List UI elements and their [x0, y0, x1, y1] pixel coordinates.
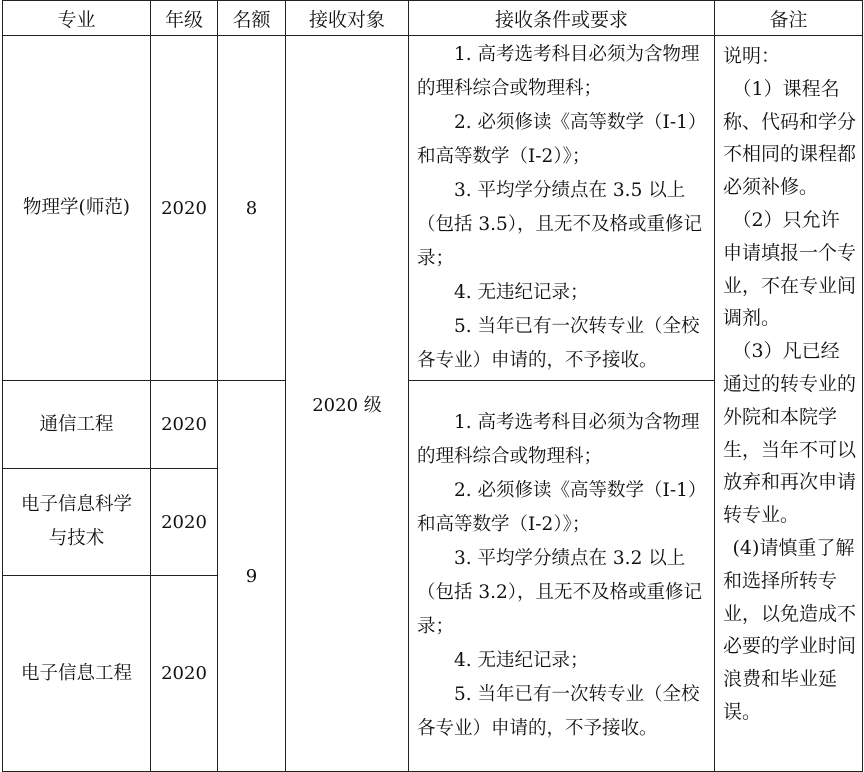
- transfer-table: [2, 0, 863, 772]
- header-quota: 名额: [218, 1, 286, 36]
- header-notes: 备注: [715, 1, 863, 36]
- header-grade: 年级: [151, 1, 218, 36]
- condition-item: 5. 当年已有一次转专业（全校各专业）申请的，不予接收。: [417, 684, 700, 739]
- table-row: [3, 36, 863, 381]
- major-cell: 电子信息工程: [3, 576, 151, 772]
- notes-heading: 说明：: [723, 45, 781, 67]
- condition-item: 1. 高考选考科目必须为含物理的理科综合或物理科；: [417, 412, 700, 467]
- header-recipients: 接收对象: [286, 1, 409, 36]
- notes-cell: [715, 36, 863, 772]
- major-cell: 通信工程: [3, 381, 151, 469]
- condition-item: 3. 平均学分绩点在 3.2 以上（包括 3.2），且无不及格或重修记录；: [417, 548, 703, 637]
- grade-cell: 2020: [151, 381, 218, 469]
- condition-item: 2. 必须修读《高等数学（I-1）和高等数学（I-2）》；: [417, 112, 698, 167]
- condition-item: 3. 平均学分绩点在 3.5 以上（包括 3.5），且无不及格或重修记录；: [417, 180, 703, 269]
- note-item: （3）凡已经通过的转专业的外院和本院学生，当年不可以放弃和再次申请转专业。: [723, 340, 857, 527]
- conditions-cell: [409, 36, 715, 381]
- recipients-cell: 2020 级: [286, 36, 409, 772]
- condition-item: 5. 当年已有一次转专业（全校各专业）申请的，不予接收。: [417, 316, 700, 371]
- note-item: (4)请慎重了解和选择所转专业，以免造成不必要的学业时间浪费和毕业延误。: [723, 536, 857, 723]
- condition-item: 4. 无违纪记录；: [454, 282, 589, 303]
- grade-cell: 2020: [151, 469, 218, 576]
- condition-item: 1. 高考选考科目必须为含物理的理科综合或物理科；: [417, 44, 700, 99]
- condition-item: 2. 必须修读《高等数学（I-1）和高等数学（I-2）》；: [417, 480, 698, 535]
- quota-cell: 8: [218, 36, 286, 381]
- major-cell: 物理学(师范): [3, 36, 151, 381]
- conditions-cell: [409, 381, 715, 772]
- condition-item: 4. 无违纪记录；: [454, 650, 589, 671]
- header-row: [3, 1, 863, 36]
- note-item: （2）只允许申请填报一个专业，不在专业间调剂。: [723, 208, 857, 330]
- note-item: （1）课程名称、代码和学分不相同的课程都必须补修。: [723, 77, 857, 199]
- grade-cell: 2020: [151, 576, 218, 772]
- major-cell: 电子信息科学与技术: [3, 469, 151, 576]
- header-major: 专业: [3, 1, 151, 36]
- grade-cell: 2020: [151, 36, 218, 381]
- quota-cell: 9: [218, 381, 286, 772]
- header-conditions: 接收条件或要求: [409, 1, 715, 36]
